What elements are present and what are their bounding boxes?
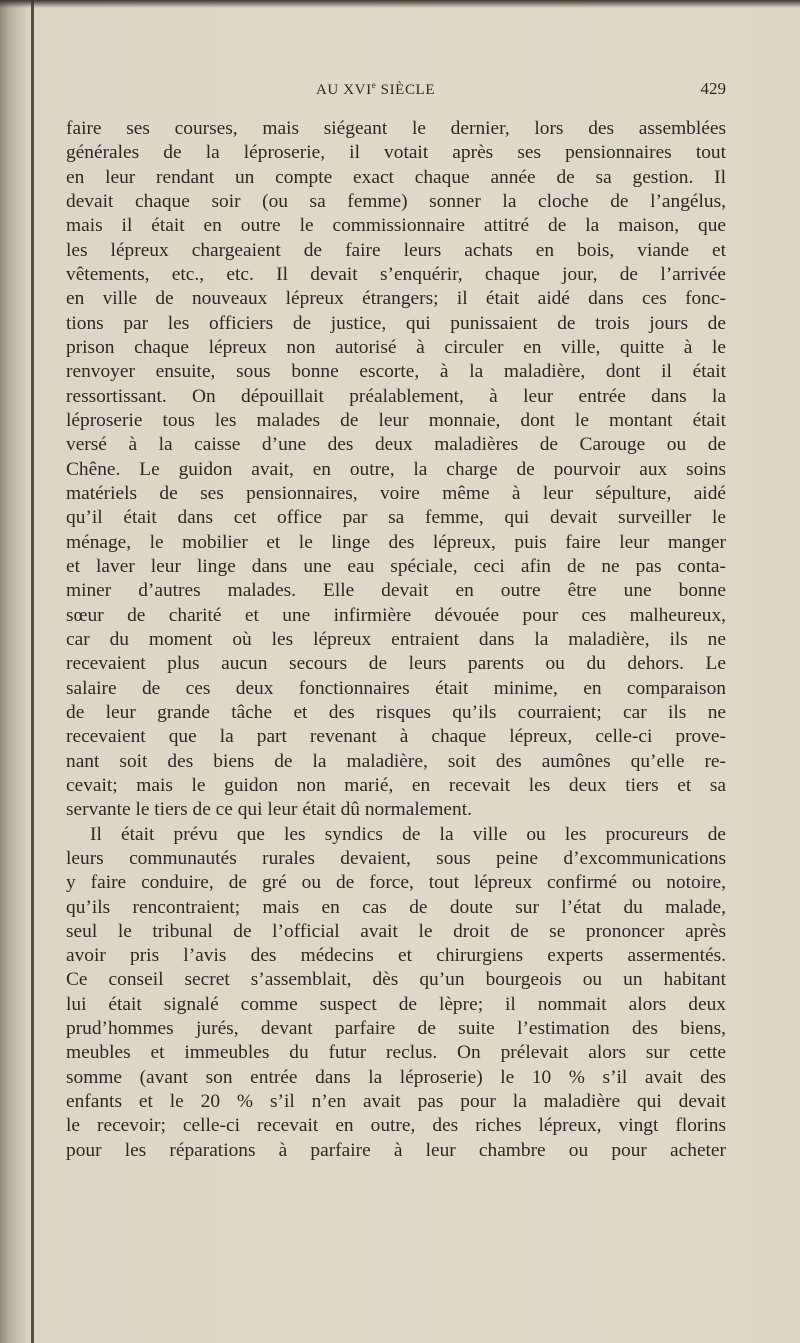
running-title-suffix: SIÈCLE	[376, 82, 436, 98]
text-line: salaire de ces deux fonctionnaires était minime, en comparaison	[66, 677, 726, 699]
text-line: recevaient que la part revenant à chaque lépreux, celle-ci prove-	[66, 726, 726, 748]
running-title	[316, 80, 435, 99]
text-line: ressortissant. On dépouillait préalablement, à leur entrée dans la	[66, 385, 726, 407]
text-line: tions par les officiers de justice, qui punissaient de trois jours de	[66, 312, 726, 334]
text-line: les lépreux chargeaient de faire leurs achats en bois, viande et	[66, 239, 726, 261]
text-line: faire ses courses, mais siégeant le dernier, lors des assemblées	[66, 118, 726, 139]
page-header	[66, 80, 726, 102]
text-line: qu’ils rencontraient; mais en cas de doute sur l’état du malade,	[66, 896, 726, 918]
text-line: cevait; mais le guidon non marié, en recevait les deux tiers et sa	[66, 774, 726, 796]
text-line: sœur de charité et une infirmière dévouée pour ces malheureux,	[66, 604, 726, 626]
text-line: car du moment où les lépreux entraient dans la maladière, ils ne	[66, 628, 726, 650]
text-line: enfants et le 20 % s’il n’en avait pas pour la maladière qui devait	[66, 1091, 726, 1113]
text-line: prud’hommes jurés, devant parfaire de suite l’estimation des biens,	[66, 1018, 726, 1040]
body-text	[66, 117, 726, 1163]
text-line: matériels de ses pensionnaires, voire même à leur sépulture, aidé	[66, 482, 726, 504]
text-line: vêtements, etc., etc. Il devait s’enquérir, chaque jour, de l’arrivée	[66, 263, 726, 285]
text-line: renvoyer ensuite, sous bonne escorte, à la maladière, dont il était	[66, 361, 726, 383]
top-edge-shadow	[0, 0, 800, 8]
text-line: somme (avant son entrée dans la léproserie) le 10 % s’il avait des	[66, 1066, 726, 1088]
text-line: recevaient plus aucun secours de leurs parents ou du dehors. Le	[66, 653, 726, 675]
running-title-sup: e	[371, 80, 377, 90]
text-line: y faire conduire, de gré ou de force, tout lépreux confirmé ou notoire,	[66, 872, 726, 894]
text-line: pour les réparations à parfaire à leur chambre ou pour acheter	[66, 1139, 726, 1161]
text-line: Ce conseil secret s’assemblait, dès qu’un bourgeois ou un habitant	[66, 969, 726, 991]
text-line: nant soit des biens de la maladière, soit des aumônes qu’elle re-	[66, 750, 726, 772]
text-line: seul le tribunal de l’official avait le droit de se prononcer après	[66, 920, 726, 942]
binding-shadow	[0, 0, 30, 1343]
text-line: en ville de nouveaux lépreux étrangers; il était aidé dans ces fonc-	[66, 288, 726, 310]
text-line: générales de la léproserie, il votait après ses pensionnaires tout	[66, 142, 726, 164]
text-line: versé à la caisse d’une des deux maladières de Carouge ou de	[66, 434, 726, 456]
text-line: de leur grande tâche et des risques qu’ils courraient; car ils ne	[66, 701, 726, 723]
text-line: mais il était en outre le commissionnaire attitré de la maison, que	[66, 215, 726, 237]
text-line: Il était prévu que les syndics de la ville ou les procureurs de	[90, 823, 726, 845]
text-line: avoir pris l’avis des médecins et chirurgiens experts assermentés.	[66, 945, 726, 967]
text-line: en leur rendant un compte exact chaque année de sa gestion. Il	[66, 166, 726, 188]
text-line: Chêne. Le guidon avait, en outre, la charge de pourvoir aux soins	[66, 458, 726, 480]
text-line: miner d’autres malades. Elle devait en outre être une bonne	[66, 580, 726, 602]
text-line: et laver leur linge dans une eau spéciale, ceci afin de ne pas conta-	[66, 555, 726, 577]
text-line: devait chaque soir (ou sa femme) sonner la cloche de l’angélus,	[66, 190, 726, 212]
text-line: ménage, le mobilier et le linge des lépreux, puis faire leur manger	[66, 531, 726, 553]
text-line: léproserie tous les malades de leur monnaie, dont le montant était	[66, 409, 726, 431]
text-line: meubles et immeubles du futur reclus. On prélevait alors sur cette	[66, 1042, 726, 1064]
running-title-prefix: AU XVI	[316, 82, 372, 98]
text-line: prison chaque lépreux non autorisé à circuler en ville, quitte à le	[66, 336, 726, 358]
text-line: leurs communautés rurales devaient, sous peine d’excommunications	[66, 847, 726, 869]
binding-edge	[31, 0, 34, 1343]
page-number: 429	[700, 79, 726, 98]
text-line: lui était signalé comme suspect de lèpre; il nommait alors deux	[66, 993, 726, 1015]
text-line: qu’il était dans cet office par sa femme, qui devait surveiller le	[66, 507, 726, 529]
text-line: servante le tiers de ce qui leur était dû normalement.	[66, 799, 472, 821]
text-line: le recevoir; celle-ci recevait en outre, des riches lépreux, vingt florins	[66, 1115, 726, 1137]
